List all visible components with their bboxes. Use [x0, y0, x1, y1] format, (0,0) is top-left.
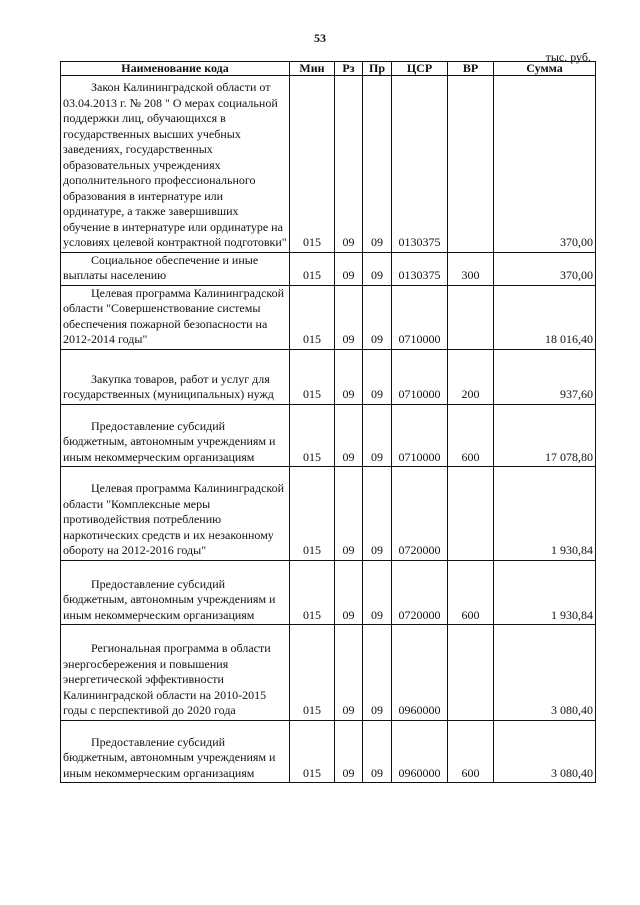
spacer-cell — [335, 349, 363, 372]
row-name-text: Предоставление субсидий бюджетным, автономным учреждениям и иным некоммерческим организациям — [63, 418, 276, 464]
spacer-cell — [494, 720, 596, 735]
cell-sum: 3 080,40 — [494, 641, 596, 720]
spacer-cell — [335, 404, 363, 419]
spacer-cell — [392, 560, 448, 577]
spacer-cell — [448, 720, 494, 735]
page-number: 53 — [314, 31, 326, 45]
cell-pr: 09 — [363, 285, 392, 349]
spacer-cell — [448, 404, 494, 419]
cell-name — [61, 80, 290, 252]
spacer-cell — [363, 467, 392, 482]
cell-csr: 0960000 — [392, 641, 448, 720]
row-name-text: Предоставление субсидий бюджетным, автономным учреждениям и иным некоммерческим организациям — [63, 576, 276, 622]
spacer-cell — [494, 467, 596, 482]
cell-sum: 3 080,40 — [494, 735, 596, 783]
cell-sum: 1 930,84 — [494, 577, 596, 625]
cell-csr: 0130375 — [392, 252, 448, 285]
cell-vr — [448, 285, 494, 349]
cell-vr: 200 — [448, 372, 494, 405]
spacer-cell — [494, 404, 596, 419]
row-name-text: Закон Калининградской области от 03.04.2013 г. № 208 " О мерах социальной поддержки лиц, обучающихся в государственных высших учебных заведениях, государственных образовательных учреждениях дополнительного профессионального образования в интернатуре или ординатуре, а также завершивших обучение в интернатуре или ординатуре на условиях целевой контрактной подготовки" — [63, 80, 287, 249]
spacer-cell — [448, 349, 494, 372]
col-header-csr: ЦСР — [392, 62, 448, 76]
spacer-cell — [392, 349, 448, 372]
cell-vr: 600 — [448, 577, 494, 625]
spacer-cell — [363, 720, 392, 735]
row-spacer — [61, 404, 596, 419]
spacer-cell — [363, 625, 392, 642]
cell-min: 015 — [290, 641, 335, 720]
cell-name — [61, 481, 290, 560]
table-row — [61, 80, 596, 252]
cell-sum: 1 930,84 — [494, 481, 596, 560]
spacer-cell — [290, 625, 335, 642]
cell-min: 015 — [290, 372, 335, 405]
cell-name — [61, 252, 290, 285]
col-header-name: Наименование кода — [61, 62, 290, 76]
spacer-cell — [290, 349, 335, 372]
row-spacer — [61, 467, 596, 482]
cell-rz: 09 — [335, 419, 363, 467]
spacer-cell — [290, 720, 335, 735]
col-header-rz: Рз — [335, 62, 363, 76]
cell-pr: 09 — [363, 577, 392, 625]
spacer-cell — [61, 404, 290, 419]
cell-min: 015 — [290, 481, 335, 560]
cell-name — [61, 372, 290, 405]
table-row — [61, 252, 596, 285]
cell-sum: 937,60 — [494, 372, 596, 405]
spacer-cell — [363, 560, 392, 577]
spacer-cell — [448, 467, 494, 482]
table-row — [61, 577, 596, 625]
table-row — [61, 641, 596, 720]
row-name-text: Предоставление субсидий бюджетным, автономным учреждениям и иным некоммерческим организациям — [63, 734, 276, 780]
cell-csr: 0710000 — [392, 285, 448, 349]
cell-rz: 09 — [335, 80, 363, 252]
cell-vr: 300 — [448, 252, 494, 285]
spacer-cell — [61, 467, 290, 482]
budget-table — [60, 61, 596, 783]
cell-vr — [448, 80, 494, 252]
spacer-cell — [335, 467, 363, 482]
cell-min: 015 — [290, 252, 335, 285]
table-header-row — [61, 62, 596, 76]
cell-vr — [448, 641, 494, 720]
cell-name — [61, 641, 290, 720]
cell-rz: 09 — [335, 577, 363, 625]
row-spacer — [61, 625, 596, 642]
spacer-cell — [392, 625, 448, 642]
cell-pr: 09 — [363, 735, 392, 783]
row-spacer — [61, 720, 596, 735]
cell-csr: 0720000 — [392, 577, 448, 625]
cell-min: 015 — [290, 419, 335, 467]
cell-csr: 0710000 — [392, 372, 448, 405]
cell-pr: 09 — [363, 80, 392, 252]
spacer-cell — [494, 349, 596, 372]
spacer-cell — [392, 720, 448, 735]
row-name-text: Социальное обеспечение и иные выплаты населению — [63, 252, 259, 282]
cell-rz: 09 — [335, 372, 363, 405]
spacer-cell — [61, 720, 290, 735]
spacer-cell — [494, 560, 596, 577]
spacer-cell — [61, 349, 290, 372]
row-name-text: Региональная программа в области энергосбережения и повышения энергетической эффективности Калининградской области на 2010-2015 годы с перспективой до 2020 года — [63, 641, 271, 717]
spacer-cell — [363, 349, 392, 372]
cell-pr: 09 — [363, 419, 392, 467]
col-header-min: Мин — [290, 62, 335, 76]
cell-min: 015 — [290, 285, 335, 349]
cell-sum: 370,00 — [494, 252, 596, 285]
spacer-cell — [494, 625, 596, 642]
cell-csr: 0130375 — [392, 80, 448, 252]
cell-rz: 09 — [335, 481, 363, 560]
row-spacer — [61, 560, 596, 577]
cell-name — [61, 735, 290, 783]
spacer-cell — [392, 404, 448, 419]
spacer-cell — [61, 560, 290, 577]
col-header-vr: ВР — [448, 62, 494, 76]
cell-csr: 0710000 — [392, 419, 448, 467]
cell-rz: 09 — [335, 285, 363, 349]
row-name-text: Закупка товаров, работ и услуг для государственных (муниципальных) нужд — [63, 371, 274, 401]
cell-sum: 18 016,40 — [494, 285, 596, 349]
cell-pr: 09 — [363, 641, 392, 720]
spacer-cell — [290, 560, 335, 577]
cell-vr: 600 — [448, 419, 494, 467]
cell-name — [61, 577, 290, 625]
spacer-cell — [363, 404, 392, 419]
cell-rz: 09 — [335, 735, 363, 783]
cell-csr: 0960000 — [392, 735, 448, 783]
cell-min: 015 — [290, 577, 335, 625]
spacer-cell — [448, 560, 494, 577]
cell-sum: 370,00 — [494, 80, 596, 252]
spacer-cell — [290, 467, 335, 482]
cell-name — [61, 419, 290, 467]
units-label: тыс. руб. — [545, 50, 591, 64]
cell-pr: 09 — [363, 252, 392, 285]
table-row — [61, 481, 596, 560]
cell-rz: 09 — [335, 641, 363, 720]
cell-sum: 17 078,80 — [494, 419, 596, 467]
table-row — [61, 735, 596, 783]
table-body — [61, 76, 596, 783]
row-spacer — [61, 349, 596, 372]
spacer-cell — [335, 720, 363, 735]
row-name-text: Целевая программа Калининградской области "Комплексные меры противодействия потреблению наркотических средств и их незаконному обороту на 2012-2016 годы" — [63, 481, 285, 557]
cell-name — [61, 285, 290, 349]
cell-min: 015 — [290, 735, 335, 783]
spacer-cell — [448, 625, 494, 642]
table-row — [61, 285, 596, 349]
spacer-cell — [335, 560, 363, 577]
cell-pr: 09 — [363, 481, 392, 560]
cell-csr: 0720000 — [392, 481, 448, 560]
cell-vr — [448, 481, 494, 560]
table-row — [61, 419, 596, 467]
cell-rz: 09 — [335, 252, 363, 285]
spacer-cell — [61, 625, 290, 642]
cell-vr: 600 — [448, 735, 494, 783]
table-row — [61, 372, 596, 405]
col-header-pr: Пр — [363, 62, 392, 76]
spacer-cell — [290, 404, 335, 419]
cell-min: 015 — [290, 80, 335, 252]
cell-pr: 09 — [363, 372, 392, 405]
spacer-cell — [392, 467, 448, 482]
spacer-cell — [335, 625, 363, 642]
row-name-text: Целевая программа Калининградской области "Совершенствование системы обеспечения пожарной безопасности на 2012-2014 годы" — [63, 285, 285, 346]
col-header-sum: Сумма — [494, 62, 596, 76]
